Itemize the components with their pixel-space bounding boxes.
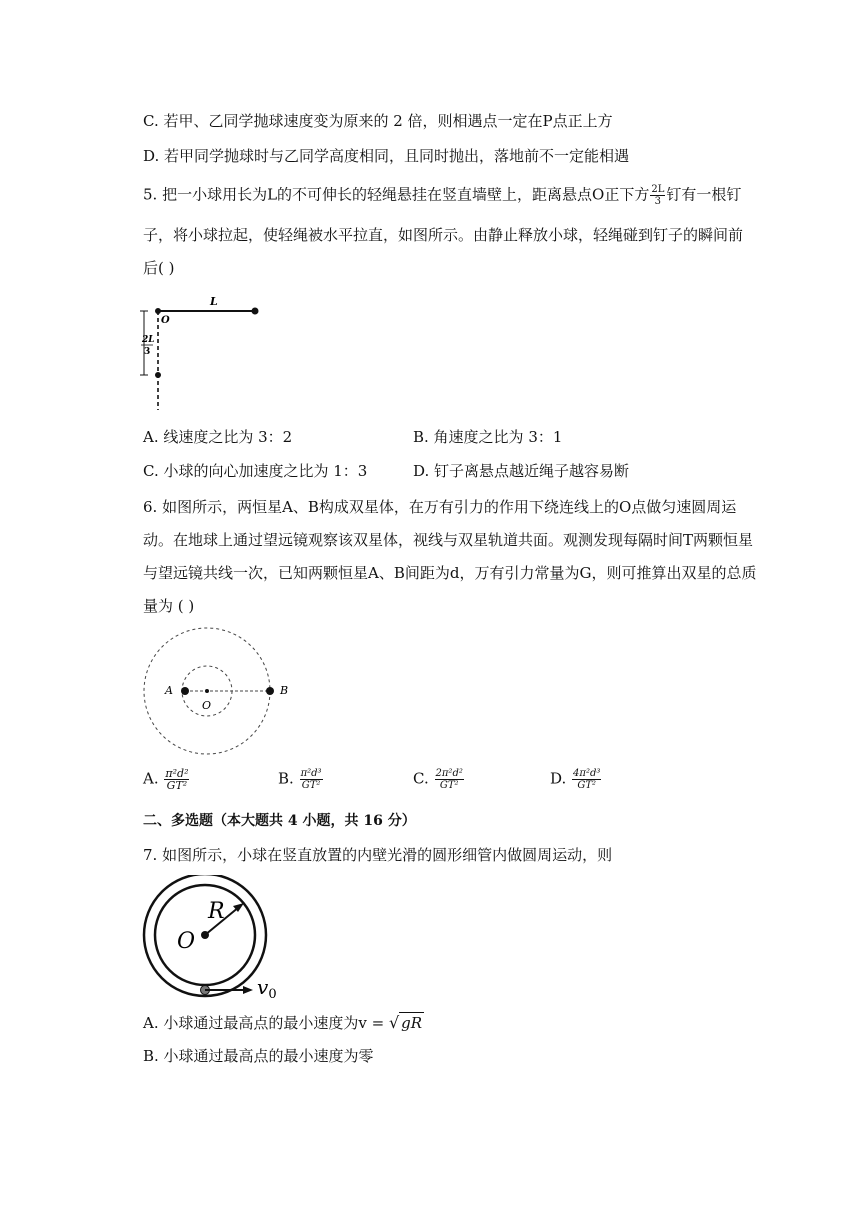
q5-label-2l: 2L <box>142 335 155 345</box>
q6-c-den: GT² <box>439 780 459 791</box>
q6-option-a <box>143 768 190 791</box>
q5-fraction <box>650 184 665 207</box>
q5-stem-line3: 后( ) <box>143 259 175 277</box>
q4-option-d: D. 若甲同学抛球时与乙同学高度相同，且同时抛出，落地前不一定能相遇 <box>143 147 630 165</box>
q6-option-d-label: D. <box>550 769 567 788</box>
q5-label-o: O <box>161 315 170 326</box>
q6-option-c <box>413 768 465 791</box>
q7-label-v0: $v_0$ <box>257 975 277 1000</box>
q6-option-c-frac <box>435 768 464 791</box>
q7-figure <box>140 875 290 1000</box>
q6-stem-line1: 6. 如图所示，两恒星A、B构成双星体，在万有引力的作用下绕连线上的O点做匀速圆周运 <box>143 498 737 516</box>
q6-option-b <box>278 768 324 791</box>
q6-option-d <box>550 768 602 791</box>
q6-figure <box>140 625 300 760</box>
q7-velocity-arrowhead <box>243 986 253 994</box>
q7-option-a-text: A. 小球通过最高点的最小速度为v = <box>143 1014 389 1032</box>
q7-option-a: A. 小球通过最高点的最小速度为v = √ gR <box>143 1013 423 1032</box>
q6-label-o: O <box>202 699 212 712</box>
q5-option-a: A. 线速度之比为 3：2 <box>143 428 293 446</box>
q5-nail <box>155 372 161 378</box>
q5-frac-den: 3 <box>654 196 662 207</box>
q6-option-d-frac <box>572 768 601 791</box>
q5-stem-text: 5. 把一小球用长为L的不可伸长的轻绳悬挂在竖直墙壁上，距离悬点O正下方 <box>143 185 650 204</box>
q6-star-a <box>181 687 189 695</box>
q5-stem-tail: 钉有一根钉 <box>666 185 742 204</box>
q6-b-num: π²d³ <box>300 768 322 779</box>
q5-option-d: D. 钉子离悬点越近绳子越容易断 <box>413 462 630 480</box>
q5-figure <box>140 290 265 415</box>
q5-point-o <box>155 308 161 314</box>
q6-stem-line4: 量为 ( ) <box>143 597 195 615</box>
q6-a-num: π²d² <box>165 767 189 780</box>
q6-d-den: GT² <box>577 780 597 791</box>
q6-option-a-frac <box>164 768 189 791</box>
q7-stem-line1: 7. 如图所示，小球在竖直放置的内壁光滑的圆形细管内做圆周运动，则 <box>143 846 613 864</box>
q5-ball <box>252 308 259 315</box>
q6-option-a-label: A. <box>143 769 159 788</box>
q6-label-a: A <box>165 684 173 697</box>
q4-option-c: C. 若甲、乙同学抛球速度变为原来的 2 倍，则相遇点一定在P点正上方 <box>143 112 613 130</box>
q7-label-r: R <box>208 899 225 924</box>
q6-b-den: GT² <box>301 780 321 791</box>
q6-c-num: 2π²d² <box>435 768 463 779</box>
q6-star-b <box>266 687 274 695</box>
q5-option-c: C. 小球的向心加速度之比为 1：3 <box>143 462 368 480</box>
q7-label-o: O <box>177 929 196 954</box>
q7-option-b: B. 小球通过最高点的最小速度为零 <box>143 1047 374 1065</box>
q6-label-b: B <box>280 684 289 697</box>
section-heading-multiple-choice: 二、多选题（本大题共 4 小题，共 16 分） <box>143 813 416 829</box>
q5-stem-line2: 子，将小球拉起，使轻绳被水平拉直，如图所示。由静止释放小球，轻绳碰到钉子的瞬间前 <box>143 226 744 244</box>
q6-option-b-frac <box>300 768 323 791</box>
q6-d-num: 4π²d³ <box>573 768 601 779</box>
q6-stem-line3: 与望远镜共线一次，已知两颗恒星A、B间距为d，万有引力常量为G，则可推算出双星的总质 <box>143 564 757 582</box>
q6-stem-line2: 动。在地球上通过望远镜观察该双星体，视线与双星轨道共面。观测发现每隔时间T两颗恒星 <box>143 531 754 549</box>
q6-a-den: GT² <box>166 779 188 792</box>
q5-stem-line1 <box>143 184 741 207</box>
q7-center-o <box>201 931 209 939</box>
q6-option-c-label: C. <box>413 769 429 788</box>
q5-label-l: L <box>210 295 218 308</box>
q7-option-a-sqrt: gR <box>401 1014 423 1032</box>
q5-label-3: 3 <box>144 347 151 357</box>
q6-option-b-label: B. <box>278 769 294 788</box>
q5-option-b: B. 角速度之比为 3：1 <box>413 428 563 446</box>
q6-center-o <box>205 689 209 693</box>
q5-frac-num: 2L <box>651 184 665 195</box>
